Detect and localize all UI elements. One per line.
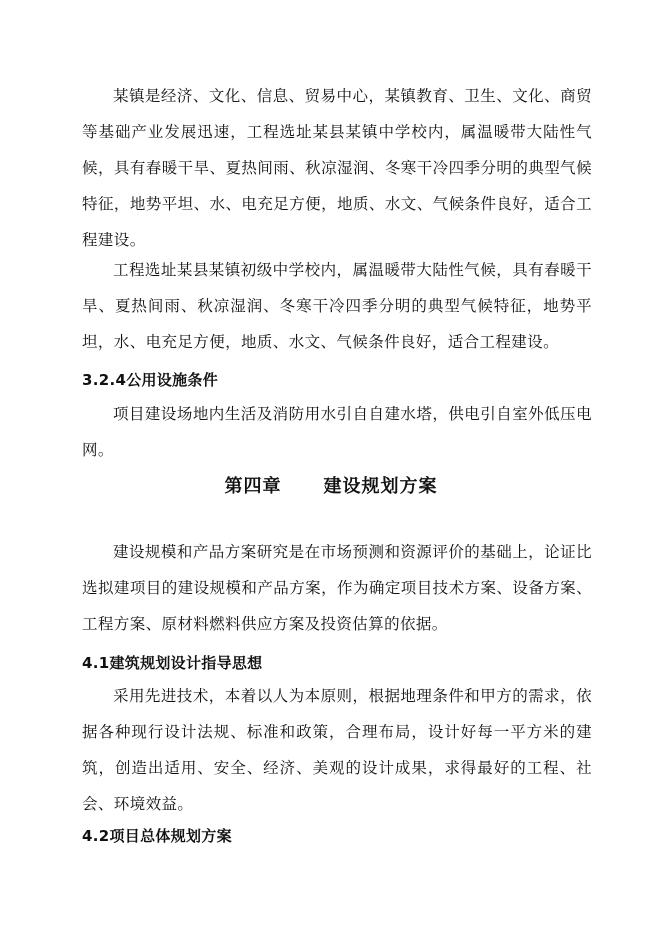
section-heading-3-2-4: 3.2.4公用设施条件 [82, 371, 219, 389]
paragraph-utilities: 项目建设场地内生活及消防用水引自自建水塔，供电引自室外低压电网。 [82, 405, 592, 459]
chapter-heading [0, 472, 662, 498]
paragraph-design-principles: 采用先进技术，本着以人为本原则，根据地理条件和甲方的需求，依据各种现行设计法规、标准和政策，合理布局，设计好每一平方米的建筑，创造出适用、安全、经济、美观的设计成果，求得最好的工程、社会、环境效益。 [82, 687, 592, 813]
paragraph-site-location: 工程选址某县某镇初级中学校内，属温暖带大陆性气候，具有春暖干旱、夏热间雨、秋凉湿润、冬寒干冷四季分明的典型气候特征，地势平坦，水、电充足方便，地质、水文、气候条件良好，适合工程建设。 [82, 261, 592, 351]
section-heading-4-1: 4.1建筑规划设计指导思想 [82, 654, 263, 672]
chapter-title: 建设规划方案 [323, 476, 438, 497]
section-heading-4-2: 4.2项目总体规划方案 [82, 827, 232, 845]
paragraph-planning-intro: 建设规模和产品方案研究是在市场预测和资源评价的基础上，论证比选拟建项目的建设规模和产品方案，作为确定项目技术方案、设备方案、工程方案、原材料燃料供应方案及投资估算的依据。 [82, 543, 592, 633]
chapter-number: 第四章 [224, 476, 282, 497]
paragraph-town-overview: 某镇是经济、文化、信息、贸易中心，某镇教育、卫生、文化、商贸等基础产业发展迅速，工程选址某县某镇中学校内，属温暖带大陆性气候，具有春暖干旱、夏热间雨、秋凉湿润、冬寒干冷四季分明的典型气候特征，地势平坦、水、电充足方便，地质、水文、气候条件良好，适合工程建设。 [82, 87, 592, 249]
